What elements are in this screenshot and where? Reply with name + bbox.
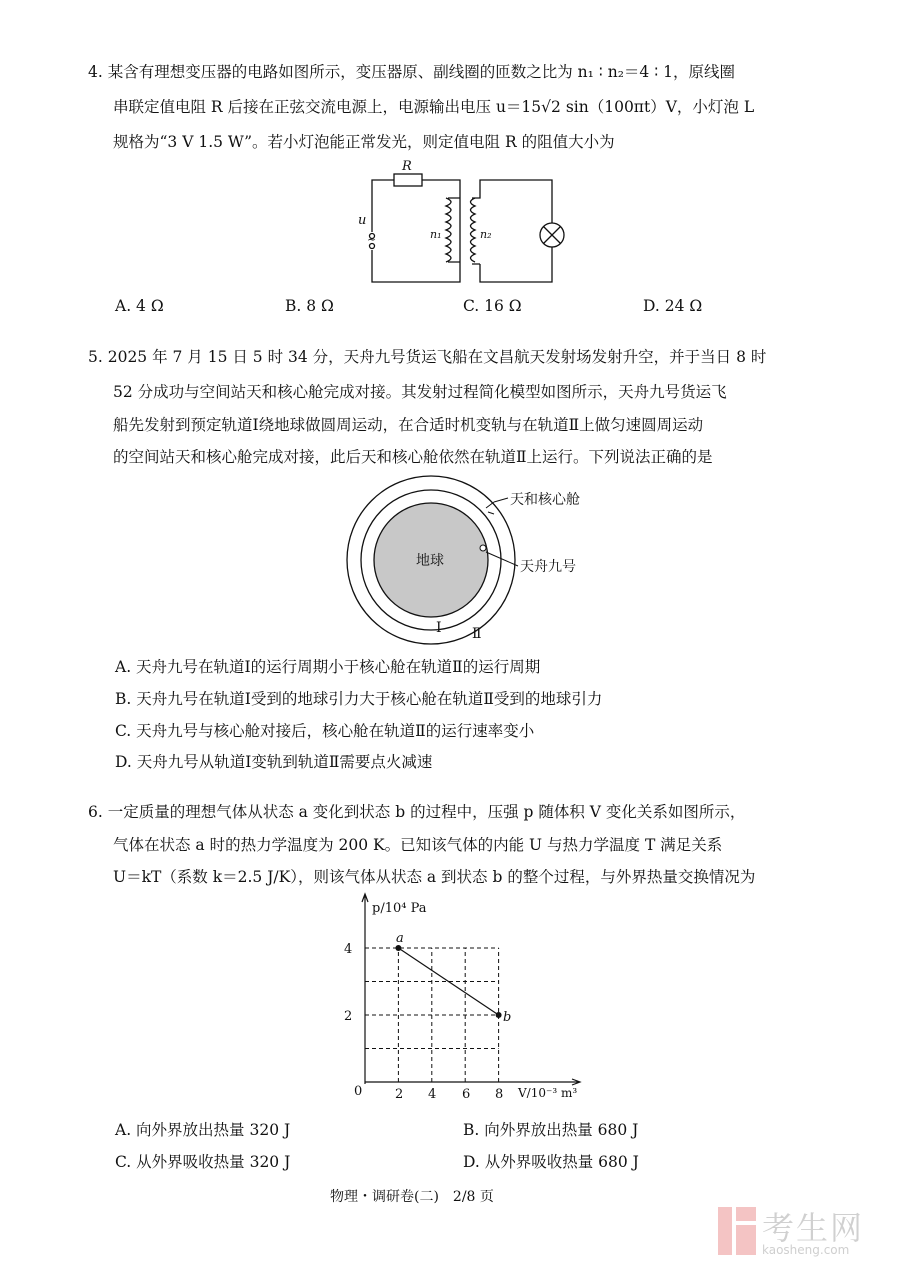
axes xyxy=(362,894,580,1085)
watermark-cn: 考生网 xyxy=(762,1209,865,1247)
point-b xyxy=(496,1012,502,1018)
resistor-label: R xyxy=(402,159,412,174)
x-tick: 8 xyxy=(495,1087,504,1102)
q4-option-d: D. 24 Ω xyxy=(643,297,703,315)
q4-text: 4. 某含有理想变压器的电路如图所示，变压器原、副线圈的匝数之比为 n₁ ∶ n₂＝4 ∶ 1，原线圈 xyxy=(88,63,736,81)
orbit-2-label: Ⅱ xyxy=(472,626,482,642)
q6-text: U＝kT（系数 k＝2.5 J/K），则该气体从状态 a 到状态 b 的整个过程，与外界热量交换情况为 xyxy=(113,868,756,886)
orbit-1-label: Ⅰ xyxy=(436,620,442,636)
x-tick: 4 xyxy=(428,1087,437,1102)
q6-text: 6. 一定质量的理想气体从状态 a 变化到状态 b 的过程中，压强 p 随体积 V 变化关系如图所示， xyxy=(88,803,746,821)
n2-label: n₂ xyxy=(480,228,492,241)
q6-text: 气体在状态 a 时的热力学温度为 200 K。已知该气体的内能 U 与热力学温度 T 满足关系 xyxy=(113,836,723,854)
circuit-diagram xyxy=(350,160,580,290)
origin-label: 0 xyxy=(354,1084,363,1099)
q5-option-a: A. 天舟九号在轨道Ⅰ的运行周期小于核心舱在轨道Ⅱ的运行周期 xyxy=(115,658,541,676)
q4-text: 串联定值电阻 R 后接在正弦交流电源上，电源输出电压 u＝15√2 sin（100πt）V，小灯泡 L xyxy=(113,98,755,116)
y-tick: 2 xyxy=(344,1009,353,1024)
q6-option-c: C. 从外界吸收热量 320 J xyxy=(115,1153,291,1171)
q6-option-d: D. 从外界吸收热量 680 J xyxy=(463,1153,639,1171)
p-v-graph xyxy=(340,890,580,1100)
x-tick: 2 xyxy=(395,1087,404,1102)
watermark-en: kaosheng.com xyxy=(762,1243,850,1257)
spacecraft-marker xyxy=(480,545,486,551)
q5-text: 52 分成功与空间站天和核心舱完成对接。其发射过程简化模型如图所示，天舟九号货运飞 xyxy=(113,383,727,401)
q5-text: 船先发射到预定轨道Ⅰ绕地球做圆周运动，在合适时机变轨与在轨道Ⅱ上做匀速圆周运动 xyxy=(113,416,704,434)
q6-option-b: B. 向外界放出热量 680 J xyxy=(463,1121,639,1139)
ac-symbol: ~ xyxy=(367,233,377,246)
q5-option-d: D. 天舟九号从轨道Ⅰ变轨到轨道Ⅱ需要点火减速 xyxy=(115,753,433,771)
core-module-label: 天和核心舱 xyxy=(510,492,580,508)
source-label: u xyxy=(358,213,367,228)
watermark-logo-icon xyxy=(718,1207,756,1255)
n1-label: n₁ xyxy=(430,228,442,241)
q4-text: 规格为“3 V 1.5 W”。若小灯泡能正常发光，则定值电阻 R 的阻值大小为 xyxy=(113,133,615,151)
watermark xyxy=(718,1207,878,1265)
q5-option-b: B. 天舟九号在轨道Ⅰ受到的地球引力大于核心舱在轨道Ⅱ受到的地球引力 xyxy=(115,690,603,708)
orbit-diagram xyxy=(340,470,600,650)
x-axis-label: V/10⁻³ m³ xyxy=(518,1086,578,1100)
q5-text: 5. 2025 年 7 月 15 日 5 时 34 分，天舟九号货运飞船在文昌航天发射场发射升空，并于当日 8 时 xyxy=(88,348,767,366)
point-b-label: b xyxy=(503,1010,512,1025)
q4-option-b: B. 8 Ω xyxy=(285,297,334,315)
q4-option-a: A. 4 Ω xyxy=(115,297,164,315)
earth-label: 地球 xyxy=(416,553,444,569)
x-tick: 6 xyxy=(462,1087,471,1102)
q5-option-c: C. 天舟九号与核心舱对接后，核心舱在轨道Ⅱ的运行速率变小 xyxy=(115,722,535,740)
q4-option-c: C. 16 Ω xyxy=(463,297,522,315)
q6-option-a: A. 向外界放出热量 320 J xyxy=(115,1121,291,1139)
point-a-label: a xyxy=(396,931,404,946)
tianzhou-label: 天舟九号 xyxy=(520,559,576,575)
q5-text: 的空间站天和核心舱完成对接，此后天和核心舱依然在轨道Ⅱ上运行。下列说法正确的是 xyxy=(113,448,713,466)
y-axis-label: p/10⁴ Pa xyxy=(372,901,427,916)
page-footer: 物理・调研卷(二) 2/8 页 xyxy=(330,1189,494,1205)
y-tick: 4 xyxy=(344,942,353,957)
process-line xyxy=(398,948,498,1015)
